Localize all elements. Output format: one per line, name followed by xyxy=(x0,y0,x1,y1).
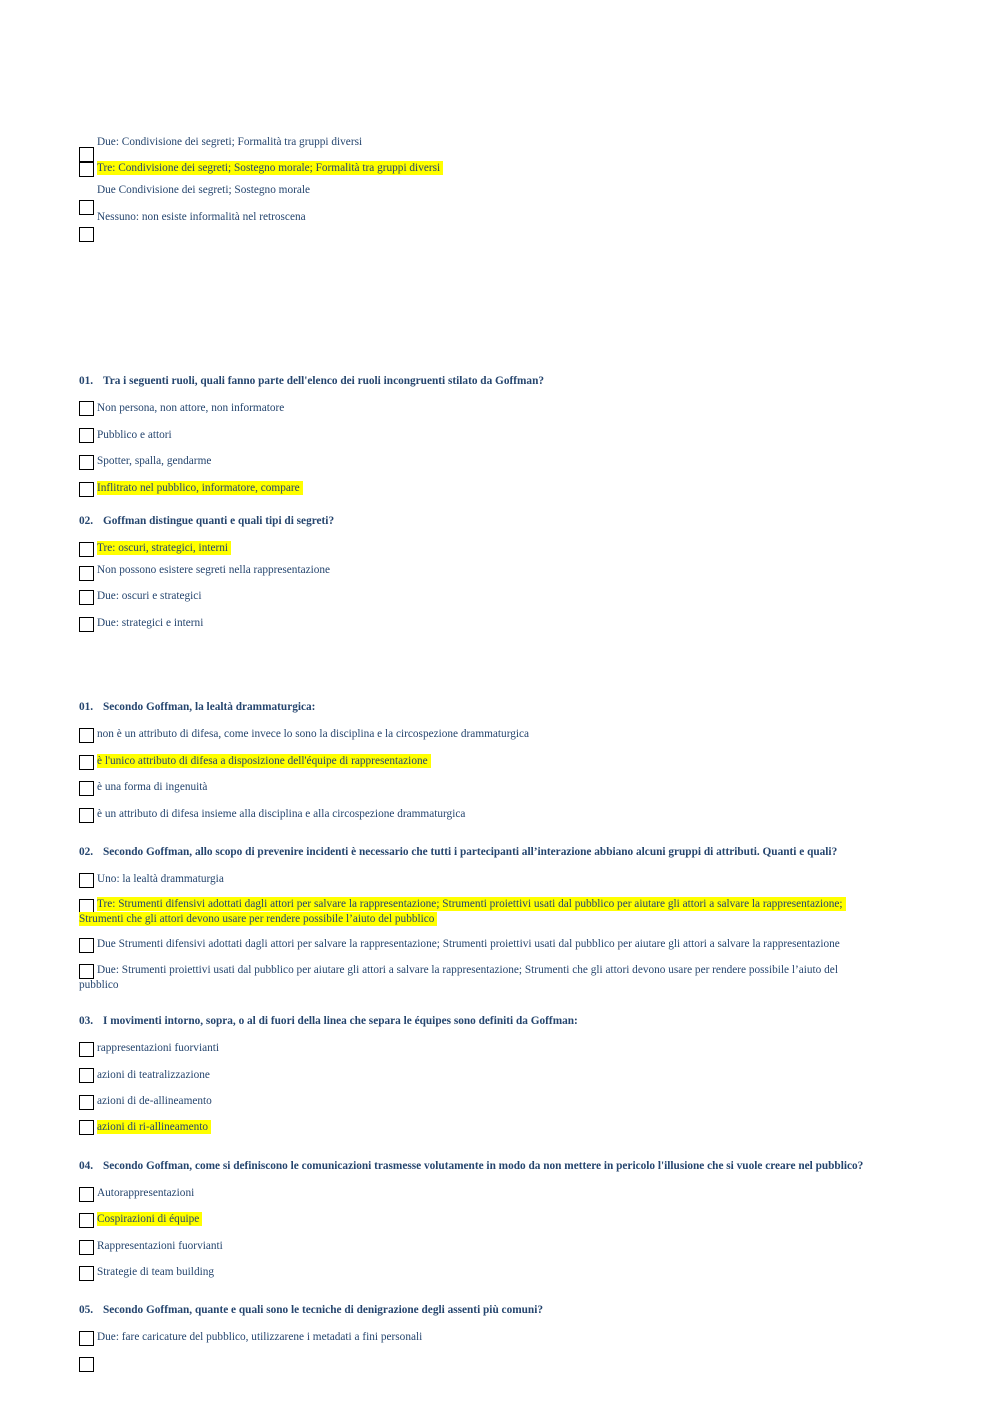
answer-checkbox[interactable] xyxy=(79,1095,94,1110)
question-number: 01. xyxy=(79,701,94,713)
option-text-highlighted: Tre: Condivisione dei segreti; Sostegno morale; Formalità tra gruppi diversi xyxy=(97,161,443,175)
option-text: rappresentazioni fuorvianti xyxy=(97,1042,220,1054)
question-text: Secondo Goffman, come si definiscono le comunicazioni trasmesse volutamente in modo da non mettere in pericolo l'illusione che si vuole creare nel pubblico? xyxy=(103,1160,864,1172)
question-text: Goffman distingue quanti e quali tipi di segreti? xyxy=(103,515,335,527)
question-number: 04. xyxy=(79,1160,94,1172)
question-heading xyxy=(79,375,544,387)
option-text: Uno: la lealtà drammaturgia xyxy=(97,873,224,885)
option-text-highlighted-continued: Strumenti che gli attori devono usare per rendere possibile l’aiuto del pubblico xyxy=(79,912,437,926)
answer-checkbox[interactable] xyxy=(79,728,94,743)
question-heading xyxy=(79,701,315,713)
answer-checkbox[interactable] xyxy=(79,1213,94,1228)
question-number: 02. xyxy=(79,515,94,527)
answer-checkbox[interactable] xyxy=(79,1331,94,1346)
question-number: 01. xyxy=(79,375,94,387)
answer-checkbox[interactable] xyxy=(79,566,94,581)
answer-checkbox[interactable] xyxy=(79,1240,94,1255)
question-text: Secondo Goffman, quante e quali sono le tecniche di denigrazione degli assenti più comuni? xyxy=(103,1304,543,1316)
option-text: Non possono esistere segreti nella rappresentazione xyxy=(97,564,331,576)
question-heading xyxy=(79,1304,543,1316)
option-text: Nessuno: non esiste informalità nel retroscena xyxy=(97,211,306,223)
answer-checkbox[interactable] xyxy=(79,755,94,770)
option-text: azioni di de-allineamento xyxy=(97,1095,212,1107)
answer-checkbox[interactable] xyxy=(79,617,94,632)
answer-checkbox[interactable] xyxy=(79,1266,94,1281)
option-text-continued: pubblico xyxy=(79,979,119,991)
option-text: Autorappresentazioni xyxy=(97,1187,195,1199)
answer-checkbox[interactable] xyxy=(79,1357,94,1372)
option-text: Due: strategici e interni xyxy=(97,617,204,629)
question-number: 03. xyxy=(79,1015,94,1027)
option-text: Due: Condivisione dei segreti; Formalità tra gruppi diversi xyxy=(97,136,363,148)
answer-checkbox[interactable] xyxy=(79,1068,94,1083)
option-text-highlighted: Tre: oscuri, strategici, interni xyxy=(97,541,231,555)
answer-checkbox[interactable] xyxy=(79,873,94,888)
answer-checkbox[interactable] xyxy=(79,482,94,497)
question-text: I movimenti intorno, sopra, o al di fuori della linea che separa le équipes sono definiti da Goffman: xyxy=(103,1015,578,1027)
answer-checkbox[interactable] xyxy=(79,542,94,557)
answer-checkbox[interactable] xyxy=(79,590,94,605)
option-text: Due: Strumenti proiettivi usati dal pubblico per aiutare gli attori a salvare la rappresentazione; Strumenti che gli attori devono usare per rendere possibile l’aiuto del xyxy=(97,964,838,976)
option-text-highlighted: Cospirazioni di équipe xyxy=(97,1212,202,1226)
option-text: Due Strumenti difensivi adottati dagli attori per salvare la rappresentazione; Strumenti proiettivi usati dal pubblico per aiutare gli attori a salvare la rappresentazione xyxy=(97,938,840,950)
answer-checkbox[interactable] xyxy=(79,781,94,796)
answer-checkbox[interactable] xyxy=(79,401,94,416)
answer-checkbox[interactable] xyxy=(79,808,94,823)
question-heading xyxy=(79,1015,578,1027)
option-text: azioni di teatralizzazione xyxy=(97,1069,210,1081)
answer-checkbox[interactable] xyxy=(79,1187,94,1202)
answer-checkbox[interactable] xyxy=(79,455,94,470)
answer-checkbox[interactable] xyxy=(79,1042,94,1057)
option-text: Rappresentazioni fuorvianti xyxy=(97,1240,223,1252)
option-text-highlighted: azioni di ri-allineamento xyxy=(97,1120,211,1134)
option-text: Due: fare caricature del pubblico, utilizzarene i metadati a fini personali xyxy=(97,1331,423,1343)
option-text: è una forma di ingenuità xyxy=(97,781,208,793)
option-text: è un attributo di difesa insieme alla disciplina e alla circospezione drammaturgica xyxy=(97,808,466,820)
answer-checkbox[interactable] xyxy=(79,938,94,953)
question-heading xyxy=(79,515,334,527)
question-number: 02. xyxy=(79,846,94,858)
option-text: Non persona, non attore, non informatore xyxy=(97,402,285,414)
option-text: non è un attributo di difesa, come invece lo sono la disciplina e la circospezione drammaturgica xyxy=(97,728,530,740)
option-text: Spotter, spalla, gendarme xyxy=(97,455,212,467)
option-text-highlighted: è l'unico attributo di difesa a disposizione dell'équipe di rappresentazione xyxy=(97,754,431,768)
answer-checkbox[interactable] xyxy=(79,200,94,215)
answer-checkbox[interactable] xyxy=(79,227,94,242)
question-text: Secondo Goffman, allo scopo di prevenire incidenti è necessario che tutti i partecipanti all’interazione abbiano alcuni gruppi di attributi. Quanti e quali? xyxy=(103,846,838,858)
option-text-highlighted: Inflitrato nel pubblico, informatore, compare xyxy=(97,481,303,495)
option-text: Due: oscuri e strategici xyxy=(97,590,202,602)
answer-checkbox[interactable] xyxy=(79,162,94,177)
option-text-highlighted: Tre: Strumenti difensivi adottati dagli attori per salvare la rappresentazione; Strumenti proiettivi usati dal pubblico per aiutare gli attori a salvare la rappresentazione; xyxy=(97,897,846,911)
answer-checkbox[interactable] xyxy=(79,964,94,979)
question-number: 05. xyxy=(79,1304,94,1316)
answer-checkbox[interactable] xyxy=(79,1120,94,1135)
question-heading xyxy=(79,846,837,858)
question-text: Tra i seguenti ruoli, quali fanno parte dell'elenco dei ruoli incongruenti stilato da Goffman? xyxy=(103,375,545,387)
answer-checkbox[interactable] xyxy=(79,147,94,162)
option-text: Pubblico e attori xyxy=(97,429,172,441)
question-text: Secondo Goffman, la lealtà drammaturgica: xyxy=(103,701,316,713)
question-heading xyxy=(79,1160,863,1172)
answer-checkbox[interactable] xyxy=(79,428,94,443)
option-text: Strategie di team building xyxy=(97,1266,215,1278)
option-text: Due Condivisione dei segreti; Sostegno morale xyxy=(97,184,311,196)
